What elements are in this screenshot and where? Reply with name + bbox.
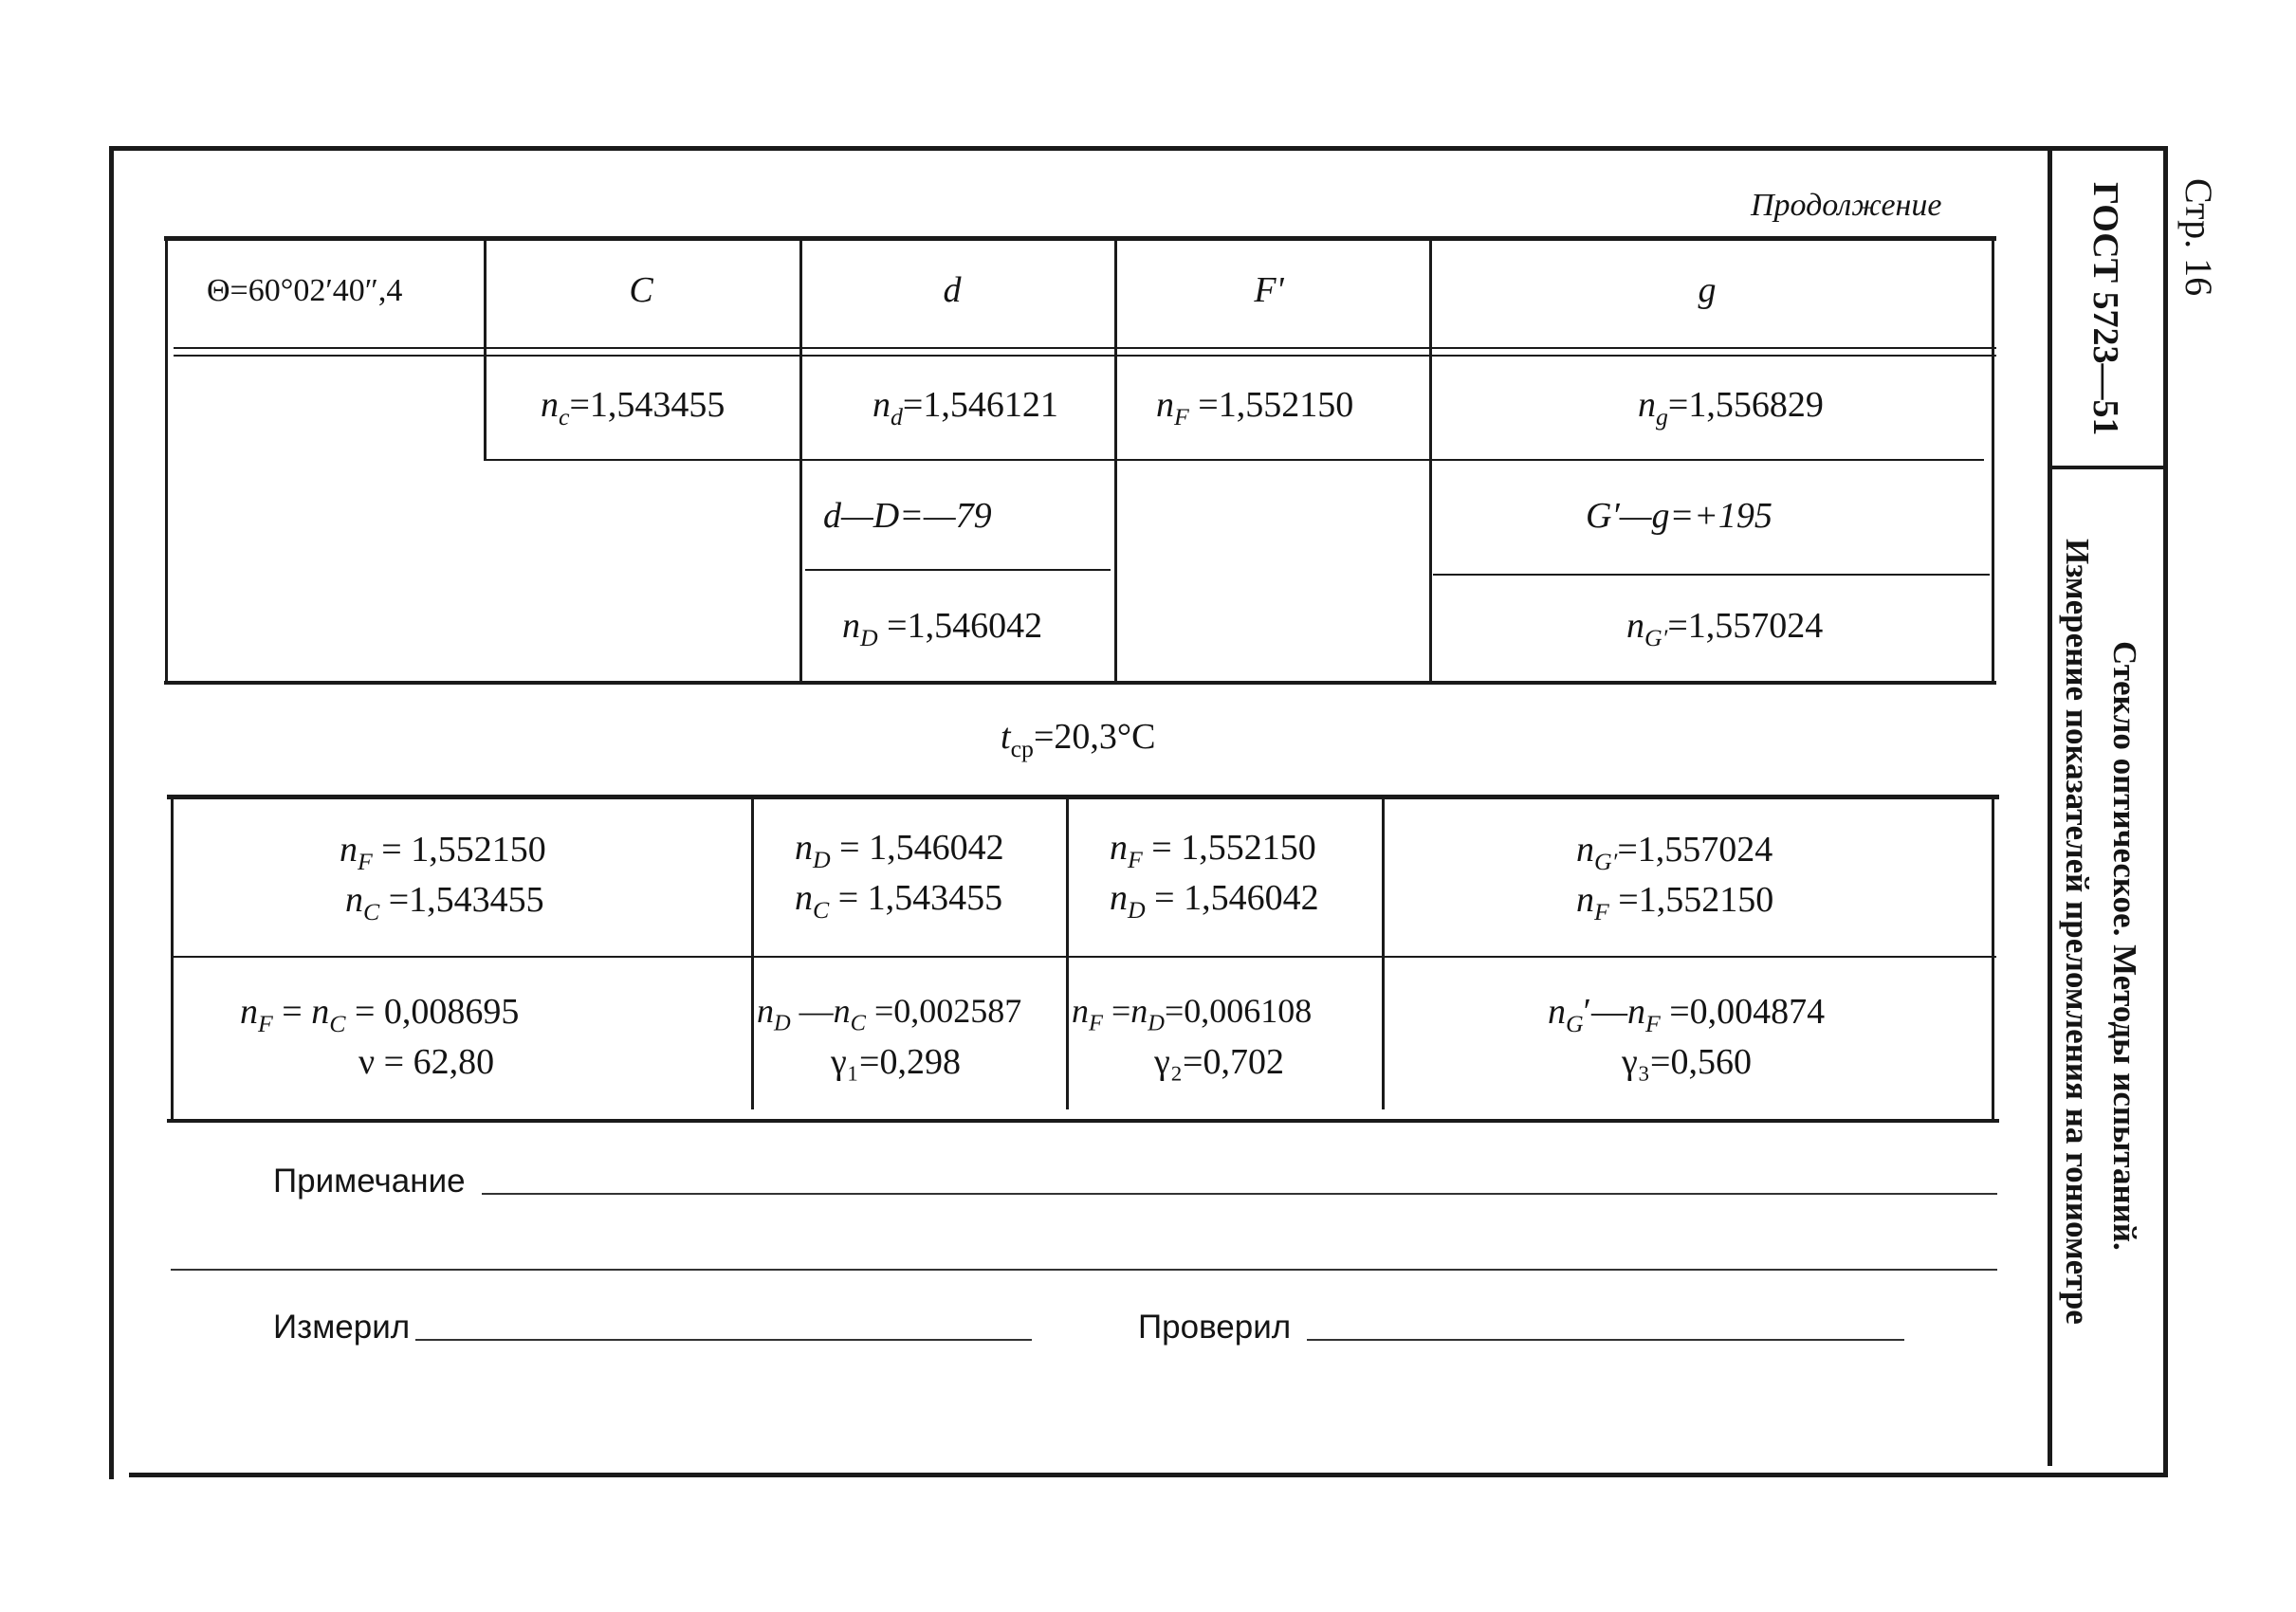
t1-right-border — [1992, 236, 1994, 682]
t1-header-rule-2 — [174, 355, 1996, 357]
index-ng: $n_g=1,556829$ — [1638, 385, 1824, 431]
correction-g-prime-minus-g: G′—g=+195 — [1586, 496, 1773, 536]
t2-middle-rule — [174, 956, 1996, 958]
t1-bottom-border — [164, 681, 1996, 685]
t1-col-sep-3 — [1114, 236, 1117, 682]
note-field-line[interactable] — [482, 1193, 1997, 1195]
gost-number: ГОСТ 5723—51 — [2085, 182, 2125, 436]
t2-c1-nF: $n_F = 1,552150$ — [340, 830, 546, 876]
mean-temperature: $t_{ср}=20,3^\circ C$ — [1001, 717, 1156, 763]
t2-right-border — [1992, 795, 1994, 1121]
checked-by-field-line[interactable] — [1307, 1339, 1904, 1341]
t2-c2-nC: $n_C = 1,543455$ — [795, 878, 1003, 925]
t2-c3-partial-dispersion: $n_F =n_D=0,006108$ — [1072, 992, 1313, 1036]
t1-g-row2-rule — [1433, 574, 1990, 576]
continuation-label: Продолжение — [1751, 188, 1942, 223]
frame-bottom — [129, 1473, 2168, 1477]
index-nc: $n_c=1,543455$ — [541, 385, 726, 431]
column-header-f: F' — [1254, 270, 1284, 310]
page-number: Стр. 16 — [2177, 178, 2220, 297]
frame-top — [109, 146, 2167, 151]
note-label: Примечание — [273, 1163, 466, 1200]
t2-top-border — [167, 795, 1999, 799]
t2-bottom-border — [167, 1119, 1999, 1123]
checked-by-label: Проверил — [1138, 1309, 1292, 1346]
note-field-line-2[interactable] — [171, 1269, 1997, 1271]
t2-c1-nC: $n_C =1,543455$ — [345, 880, 544, 926]
t1-col-sep-1 — [484, 236, 487, 459]
t1-header-rule-1 — [174, 347, 1996, 349]
index-nd: $n_d=1,546121$ — [872, 385, 1058, 431]
t2-left-border — [171, 795, 174, 1121]
t1-left-border — [165, 236, 168, 682]
prism-angle: Θ=60°02′40″,4 — [207, 273, 403, 308]
t2-col-sep-3 — [1382, 795, 1385, 1109]
t2-col-sep-2 — [1066, 795, 1069, 1109]
t2-c2-partial-dispersion: $n_D$ $—n_C =0,002587$ — [757, 992, 1022, 1036]
t2-c3-gamma2: γ₂=0,702 — [1154, 1042, 1284, 1082]
t2-c2-gamma1: γ₁=0,298 — [831, 1042, 961, 1082]
column-header-g: g — [1698, 270, 1717, 310]
frame-left — [109, 146, 114, 1479]
t1-row1-rule — [484, 459, 1984, 461]
t2-c3-nF: $n_F = 1,552150$ — [1110, 828, 1316, 874]
t2-c1-mean-dispersion: $n_F = n_C = 0,008695$ — [240, 992, 520, 1038]
measured-by-label: Измерил — [273, 1309, 411, 1346]
t1-top-border — [164, 236, 1996, 241]
index-nf: $n_F =1,552150$ — [1156, 385, 1354, 431]
document-title-line2: Измерение показателей преломления на гониометре — [2059, 539, 2096, 1325]
t2-c1-abbe-number: ν = 62,80 — [358, 1042, 495, 1082]
document-title-line1: Стекло оптическое. Методы испытаний. — [2106, 641, 2143, 1251]
column-header-c: C — [629, 270, 653, 310]
t2-c2-nD: $n_D = 1,546042$ — [795, 828, 1004, 874]
correction-d-minus-D: d—D=—79 — [823, 496, 992, 536]
t1-d-row2-rule — [805, 569, 1111, 571]
measured-by-field-line[interactable] — [415, 1339, 1032, 1341]
frame-right-outer — [2163, 146, 2168, 1477]
t2-c4-nG-prime: $n_{G'}=1,557024$ — [1576, 830, 1773, 876]
t2-c4-gamma3: γ₃=0,560 — [1622, 1042, 1752, 1082]
frame-right-inner — [2048, 146, 2052, 1466]
column-header-d: d — [943, 270, 962, 310]
t2-c4-nF: $n_F =1,552150$ — [1576, 880, 1774, 926]
t2-c4-partial-dispersion: $n_G'—n_F =0,004874$ — [1548, 992, 1826, 1038]
t2-c3-nD: $n_D = 1,546042$ — [1110, 878, 1319, 925]
index-nD: $n_D =1,546042$ — [842, 606, 1043, 652]
index-nG-prime: $n_{G'}=1,557024$ — [1626, 606, 1824, 652]
t1-col-sep-4 — [1429, 236, 1432, 682]
title-divider — [2048, 466, 2163, 469]
t1-col-sep-2 — [799, 236, 802, 682]
t2-col-sep-1 — [751, 795, 754, 1109]
